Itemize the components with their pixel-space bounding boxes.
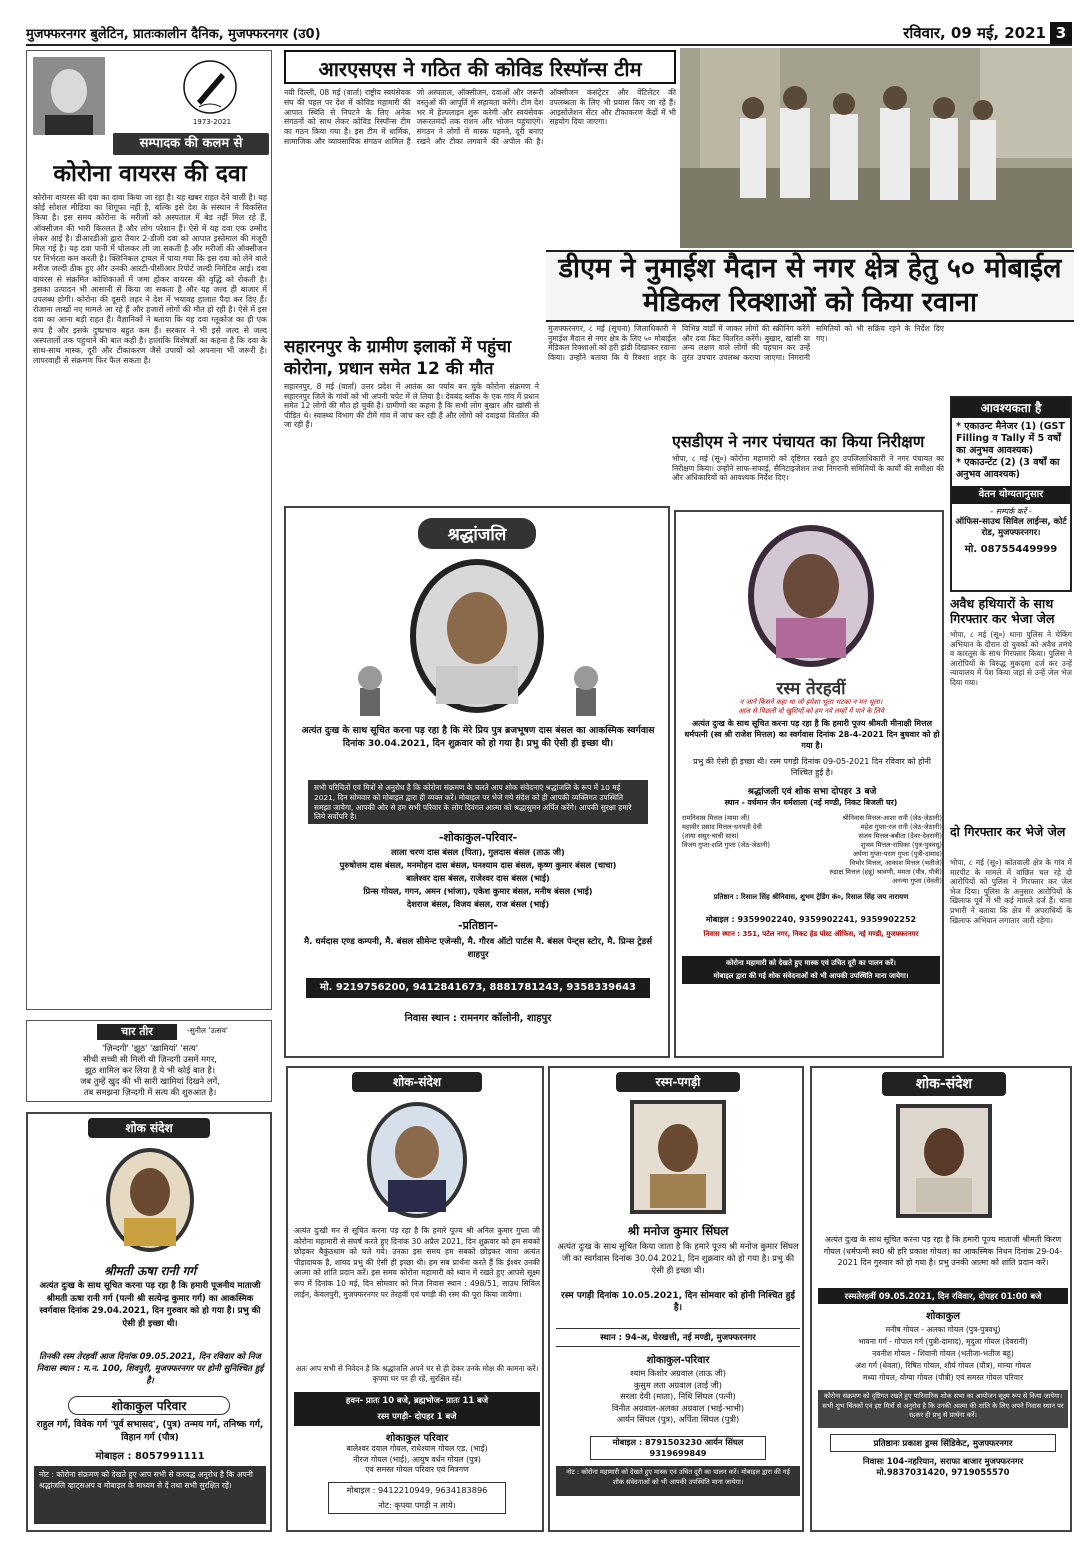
usha-family-title: शोकाकुल परिवार <box>68 1396 230 1415</box>
family-line: लाला चरण दास बंसल (पिता), गुलदास बंसल (ताऊ जी) <box>391 847 565 857</box>
anil-text: अत्यंत दुःखी मन से सूचित करना पड़ रहा है कि हमारे पूज्य श्री अनिल कुमार गुप्ता जी कोरोना महामारी से संघर्ष करते हुए दिनांक 30 अप्रैल 2021, दिन शुक्रवार को हम सबको छोड़कर बैकुंठधाम को चले गये। उनका इस समय हम सबको छोड़कर जाना अत्यंत पीड़ादायक है, शायद प्रभु की ऐसी ही इच्छा थी। हम सब प्रार्थना करते हैं कि ईश्वर उनकी आत्मा को शांति प्रदान करें। इस समय कोरोना महामारी को ध्यान में रखते हुए आपसे सूक्ष्म रूप में दिनांक 10 मई, दिन सोमवार को निज निवास स्थान : 498/51, साउथ सिविल लाईन, केवलपुरी, मुजफ्फरनगर पर तेरहवीं एवं पगड़ी की रस्म की पूरा किया जायेगा। <box>294 1226 540 1299</box>
poem-lines <box>31 1043 269 1098</box>
poem-line: 'ज़िन्दगी' 'झूठ' 'ख़ामियां' 'सत्य' <box>101 1043 199 1053</box>
family-line: श्रीनिवास मित्तल-आशा रानी (जेठ-जेठानी) <box>842 814 942 822</box>
kiran-note: कोरोना संक्रमण को दृष्टिगत रखते हुए पारिवारिक शोक सभा का आयोजन सूक्ष्म रूप से किया जायेगा। सभी शुभ चिंतकों एवं इष्ट मित्रों से अनुरोध है कि उनकी आत्मा की शांति के लिए अपने निवास स्थान पर रहकर ही प्रभु से प्रार्थना करें। <box>818 1390 1068 1428</box>
poem-line: तब समझना ज़िन्दगी में सत्य की शुरुआत है। <box>83 1087 217 1097</box>
terahvi-note: कोरोना महामारी को देखते हुए मास्क एवं उचित दूरी का पालन करें। <box>726 959 896 967</box>
family-line: शुभम मित्तल-राधिका (पुत्र-पुत्रवधू) <box>860 841 942 849</box>
news-photo <box>680 48 1072 248</box>
sdm-headline: एसडीएम ने नगर पंचायत का किया निरीक्षण <box>672 432 925 451</box>
manoj-note: नोट : कोरोना महामारी को देखते हुए मास्क एवं उचित दूरी का पालन करें। मोबाइल द्वारा की गई शोक संवेदनाओं को भी आपकी उपस्थिति माना जायेगा। <box>556 1466 800 1496</box>
usha-text: अत्यंत दुःख के साथ सूचित करना पड़ रहा है कि हमारी पूजनीय माताजी श्रीमती ऊषा रानी गर्ग (पत्नी श्री सत्येन्द्र कुमार गर्ग) का आकस्मिक स्वर्गवास दिनांक 29.04.2021, दिन गुरुवार को हो गया है। प्रभु की ऐसी ही इच्छा थी। <box>39 1281 261 1329</box>
kiran-family <box>816 1324 1070 1384</box>
family-line: अंश गर्ग (धेवता), रिषित गोयल, शौर्य गोयल (पौत्र), मान्या गोयल <box>855 1361 1031 1370</box>
terahvi-notes <box>682 956 940 984</box>
family-line: प्रिन्स गोयल, गगन, अमन (भांजा), एकेश कुमार बंसल, मनीष बंसल (भाई) <box>363 886 593 896</box>
deceased-portrait-icon <box>396 556 558 716</box>
flower-vase-icon <box>562 658 610 718</box>
family-line: आर्यन सिंघल (पुत्र), अर्पिता सिंघल (पुत्री) <box>616 1414 740 1425</box>
family-line: देशराज बंसल, विजय बंसल, राज बंसल (भाई) <box>406 899 550 909</box>
manoj-family <box>556 1368 800 1426</box>
shraddhanjali-ad <box>284 506 670 1058</box>
family-line: विभोर मित्तल, आकाश मित्तल (भतीजे) <box>849 859 942 867</box>
terahvi-portrait-icon <box>736 520 886 670</box>
shraddhanjali-appeal: सभी परिचितों एवं मित्रों से अनुरोध है कि कोरोना संक्रमण के चलते आप शोक संवेदनाएं श्रद्धांजलि के रूप में 10 मई 2021, दिन सोमवार को मोबाइल द्वारा ही व्यक्त करें। मोबाइल पर भेजे गये संदेश को ही आपकी व्यक्तिगत उपस्थिति समझा जायेगा, आपकी ओर से हम सभी परिवार के लोग दिवंगत आत्मा को श्रद्धासुमन अर्पित करेंगे। आपकी सुरक्षा हमारे लिये सर्वोपरि है। <box>308 780 648 824</box>
anil-contact <box>328 1482 506 1514</box>
family-line: महावीर प्रसाद मित्तल-धनपती देवी <box>682 823 762 831</box>
flower-vase-icon <box>346 658 394 718</box>
family-line: विजय गुप्ता-शशि गुप्ता (जेठ-जेठानी) <box>682 841 770 849</box>
usha-name: श्रीमती ऊषा रानी गर्ग <box>103 1264 197 1278</box>
terahvi-venue: स्थान - वर्धमान जैन धर्मशाला (नई मण्डी, निकट बिजली घर) <box>724 798 898 807</box>
manoj-name: श्री मनोज कुमार सिंघल <box>627 1224 729 1238</box>
terahvi-note: मोबाइल द्वारा की गई शोक संवेदनाओं को भी आपकी उपस्थिति माना जायेगा। <box>713 972 909 980</box>
usha-title: शोक संदेश <box>88 1118 210 1138</box>
vacancy-ad <box>950 396 1072 592</box>
vacancy-items <box>952 418 1070 484</box>
newspaper-title: मुजफ्फरनगर बुलेटिन, प्रातःकालीन दैनिक, मुजफ्फरनगर (उ0) <box>26 27 321 42</box>
family-line: अर्पणा गुप्ता-पराग गुप्ता (पुत्री-दामाद) <box>852 850 942 858</box>
anil-family-title: शोकाकुल परिवार <box>385 1433 449 1444</box>
usha-condolence-ad <box>26 1112 272 1532</box>
arrest-headline: दो गिरफ्तार कर भेजे जेल <box>950 824 1066 839</box>
terahvi-text2: प्रभु की ऐसी ही इच्छा थी। रस्म पगड़ी दिनांक 09-05-2021 दिन रविवार को होनी निश्चित हुई है। <box>693 757 931 777</box>
quote-line: आज से पिछली वो खुशियों को हम नये लम्हों में पाने के लिये <box>738 707 884 715</box>
anil-mobile: मोबाइल : 9412210949, 9634183896 <box>346 1485 488 1495</box>
manoj-text2: रस्म पगड़ी दिनांक 10.05.2021, दिन सोमवार को होनी निश्चित हुई है। <box>561 1291 795 1313</box>
usha-portrait-icon <box>102 1144 198 1254</box>
kiran-family-title: शोकाकुल <box>925 1311 961 1322</box>
terahvi-residence: निवास स्थान : 351, पटेल नगर, निकट हेड पोस्ट ऑफिस, नई मण्डी, मुजफ्फरनगर <box>703 930 919 938</box>
shraddhanjali-text: अत्यंत दुःख के साथ सूचित करना पड़ रहा है कि मेरे प्रिय पुत्र ब्रजभूषण दास बंसल का आकस्मिक स्वर्गवास दिनांक 30.04.2021, दिन शुक्रवार को हो गया है। प्रभु की ऐसी ही इच्छा थी। <box>301 725 655 749</box>
family-line: रुद्राक्ष मित्तल (हन्नू) श्रावणी, ममता (पौत्र, पौत्री) <box>829 868 942 876</box>
terahvi-title: रस्म तेरहवीं <box>776 679 846 699</box>
shraddhanjali-family <box>294 846 662 911</box>
family-line: नीरज गोयल (भाई), आयुष वर्धन गोयल (पुत्र) <box>353 1454 481 1464</box>
saharanpur-body: सहारनपुर, 8 मई (वार्ता) उत्तर प्रदेश में आतंक का पर्याय बन चुके कोरोना संक्रमण ने सहारनपुर जिले के गांवों को भी अपनी चपेट में ले लिया है। देवबंद ब्लॉक के एक गांव में प्रधान समेत 12 लोगों की मौत हो चुकी है। ग्रामीणों का कहना है कि सभी लोग बुखार और खांसी से पीड़ित थे। स्वास्थ्य विभाग की टीमें गांव में जांच कर रही हैं और लोगों को दवाइयां वितरित की जा रही हैं। <box>284 382 539 430</box>
kiran-rasm: रस्मतेरहवीं 09.05.2021, दिन रविवार, दोपहर 01:00 बजे <box>818 1288 1068 1304</box>
editorial-body: कोरोना वायरस की दवा का दावा किया जा रहा है। यह खबर राहत देने वाली है। यह कोई सोशल मीडिया का शिगूफा नहीं है, बल्कि इसे देश के संस्थान ने विकसित किया है। इस समय कोरोना के मरीजों को अस्पताल में बेड नहीं मिल रहे हैं, ऑक्सीजन की भारी किल्लत है और लोग परेशान हैं। ऐसे में यह दवा एक उम्मीद लेकर आई है। डीआरडीओ द्वारा तैयार 2-डीजी दवा को आपात इस्तेमाल की मंजूरी मिल गई है। यह दवा पानी में घोलकर ली जा सकती है और मरीजों की ऑक्सीजन पर निर्भरता कम करती है। क्लिनिकल ट्रायल में पाया गया कि इस दवा को लेने वाले मरीज जल्दी ठीक हुए और उनकी आरटी-पीसीआर रिपोर्ट जल्दी निगेटिव आई। दवा वायरस से संक्रमित कोशिकाओं में जमा होकर वायरस की वृद्धि को रोकती है। इसका उत्पादन भी आसानी से किया जा सकता है और यह जल्द ही बाजार में उपलब्ध होगी। कोरोना की दूसरी लहर ने देश में भयावह हालात पैदा कर दिए हैं। रोजाना लाखों नए मामले आ रहे हैं और हजारों लोगों की मौत हो रही है। ऐसे में इस दवा का आना बड़ी राहत है। वैज्ञानिकों ने बताया कि यह दवा ग्लूकोज का ही एक रूप है और इसके दुष्प्रभाव बहुत कम हैं। सरकार ने भी इसे जल्द से जल्द अस्पतालों तक पहुंचाने की बात कही है। हालांकि विशेषज्ञों का कहना है कि दवा के साथ-साथ मास्क, दूरी और टीकाकरण जैसे उपायों को अपनाना भी जरूरी है। लापरवाही से संक्रमण फिर फैल सकता है। <box>33 193 267 366</box>
anil-portrait-icon <box>362 1098 472 1222</box>
kiran-portrait-icon <box>894 1102 994 1220</box>
terahvi-mobile: मोबाइल : 9359902240, 9359902241, 9359902252 <box>705 915 917 924</box>
usha-photo-frame <box>102 1144 198 1254</box>
quote-line: न जाने किसने कहा था जो हमेशा भूला भटका न मन भूला। <box>739 698 883 706</box>
sdm-body: भोपा, ८ मई (सू०) कोरोना महामारी को दृष्टिगत रखते हुए उपजिलाधिकारी ने नगर पंचायत का निरीक्षण किया। उन्होंने साफ-सफाई, सैनिटाइजेशन तथा निगरानी समितियों के कार्यों की समीक्षा की और अधिकारियों को आवश्यक निर्देश दिए। <box>672 454 944 483</box>
anil-condolence-ad <box>286 1066 544 1532</box>
vacancy-salary: वेतन योग्यतानुसार <box>952 486 1070 504</box>
family-line: मध्या गोयल, योग्या गोयल (पौत्री) एवं समस्त गोयल परिवार <box>862 1373 1024 1382</box>
kiran-condolence-ad <box>810 1066 1072 1532</box>
vacancy-item: * एकाउन्ट मैनेजर (1) (GST Filling व Tally में 5 वर्षों का अनुभव आवश्यक) <box>956 421 1065 456</box>
arms-headline: अवैध हथियारों के साथ गिरफ्तार कर भेजा जेल <box>950 596 1055 626</box>
kiran-photo-frame <box>894 1102 994 1220</box>
kiran-phone: मो.9837031420, 9719055570 <box>876 1467 1010 1477</box>
manoj-family-title: शोकाकुल-परिवार <box>646 1355 710 1366</box>
anil-pagdi: रस्म पगड़ी- दोपहर 1 बजे <box>377 1411 457 1421</box>
family-line: रामनिवास मित्तल (मामा जी) <box>682 814 750 822</box>
usha-family: राहुल गर्ग, विवेक गर्ग 'पूर्व सभासद', (पुत्र) तन्मय गर्ग, तनिष्क गर्ग, विहान गर्ग (पौत्र) <box>36 1419 264 1443</box>
shraddhanjali-header <box>296 514 658 550</box>
saharanpur-headline: सहारनपुर के ग्रामीण इलाकों में पहुंचा कोरोना, प्रधान समेत 12 की मौत <box>284 337 512 379</box>
shraddhanjali-address: निवास स्थान : रामनगर कॉलोनी, शाहपुर <box>404 1013 552 1024</box>
terahvi-family-right <box>810 814 942 886</box>
terahvi-family-left <box>682 814 808 850</box>
vacancy-contact-label: - सम्पर्क करें - <box>990 507 1032 516</box>
shraddhanjali-firms: मै. धर्मदास एण्ड कम्पनी, मै. बंसल सीमेन्ट एजेन्सी, मै. गौरव ऑटो पार्टस मै. बंसल पेन्ट्स स्टोर, मै. प्रिन्स ट्रेडर्स शाहपुर <box>303 937 653 960</box>
officials-photo-icon <box>680 48 1072 248</box>
family-line: नवनीश गोयल - शिवानी गोयल (भतीजा-भतीज बहू) <box>872 1349 1014 1358</box>
shraddhanjali-title: श्रद्धांजलि <box>418 518 537 549</box>
vacancy-item: * एकाउन्टेंट (2) (3 वर्षों का अनुभव आवश्यक) <box>956 457 1060 480</box>
arrest-body: भोपा, ८ मई (सू०) कोतवाली क्षेत्र के गांव में मारपीट के मामले में वांछित चल रहे दो आरोपियों को पुलिस ने गिरफ्तार कर जेल भेज दिया। पुलिस के अनुसार आरोपियों के खिलाफ पूर्व में भी कई मामले दर्ज हैं। थाना प्रभारी ने बताया कि क्षेत्र में अपराधियों के खिलाफ अभियान लगातार जारी रहेगा। <box>950 858 1072 925</box>
poem-title: चार तीर <box>97 1024 177 1040</box>
shraddhanjali-phones: मो. 9219756200, 9412841673, 8881781243, 9358339643 <box>306 978 650 998</box>
vacancy-address: ऑफिस-साउथ सिविल लाईन्स, कोर्ट रोड, मुजफ्फरनगर। <box>955 517 1067 538</box>
family-line: संजय मित्तल-बबीता (देवर-देवरानी) <box>858 832 942 840</box>
family-line: अनन्या गुप्ता (धेवती) <box>892 877 942 885</box>
family-line: श्याम किशोर अग्रवाल (ताऊ जी) <box>630 1368 726 1378</box>
deceased-photo-frame <box>396 556 558 716</box>
family-line: महेश गुप्ता-रज रानी (जेठ-जेठानी) <box>860 823 942 831</box>
family-line: बालेश्वर दास बंसल, राजेश्वर दास बंसल (भाई) <box>406 873 550 883</box>
dm-headline: डीएम ने नुमाईश मैदान से नगर क्षेत्र हेतु ५० मोबाईल मेडिकल रिक्शाओं को किया रवाना <box>546 250 1074 322</box>
terahvi-ad <box>674 510 944 1058</box>
editor-portrait-icon <box>33 57 105 135</box>
dm-body: मुजफ्फरनगर, ८ मई (सूचना) जिलाधिकारी ने नुमाईश मैदान से नगर क्षेत्र के लिए ५० मोबाईल मेडिकल रिक्शाओं को हरी झंडी दिखाकर रवाना किया। उन्होंने बताया कि ये रिक्शा शहर के विभिन्न वार्डों में जाकर लोगों की स्क्रीनिंग करेंगे और दवा किट वितरित करेंगे। बुखार, खांसी या अन्य लक्षण वाले लोगों की पहचान कर उन्हें तुरंत उपचार उपलब्ध कराया जाएगा। निगरानी समितियों को भी सक्रिय रहने के निर्देश दिए गए। <box>548 324 944 362</box>
editorial-headline: कोरोना वायरस की दवा <box>53 161 247 187</box>
kiran-residence: निवासः 104-नहरियान, सराफा बाजार मुजफ्फरनगर <box>862 1456 1024 1466</box>
editorial-column <box>26 50 272 1010</box>
editor-years: 1973-2021 <box>192 118 232 126</box>
family-line: भावना गर्ग - गोपाल गर्ग (पुत्री-दामाद), मृदुला गोयल (देवरानी) <box>858 1337 1028 1346</box>
issue-date: रविवार, 09 मई, 2021 <box>903 24 1046 42</box>
manoj-mobile: मोबाइल : 8791503230 आर्यन सिंघल 9319699849 <box>590 1436 766 1460</box>
manoj-photo-frame <box>628 1098 728 1216</box>
anil-photo-frame <box>362 1098 472 1222</box>
anil-title: शोक-संदेश <box>352 1072 482 1092</box>
shraddhanjali-firms-title: -प्रतिष्ठान- <box>458 919 498 932</box>
poem-line: झूठ शामिल कर लिया है ये भी कोई बात है। <box>84 1065 216 1075</box>
editor-photo <box>33 57 105 135</box>
family-line: पुरुषोत्तम दास बंसल, मनमोहन दास बंसल, घनश्याम दास बंसल, कृष्ण कुमार बंसल (चाचा) <box>339 860 617 870</box>
kiran-title: शोक-संदेश <box>882 1072 1006 1096</box>
family-line: बालेश्वर दयाल गोयल, राधेश्याम गोयल एड. (भाई) <box>346 1444 488 1453</box>
family-line: सरला देवी (माता), निधि सिंघल (पत्नी) <box>620 1391 736 1402</box>
family-line: एवं समस्त गोयल परिवार एवं मित्रगण <box>365 1465 469 1474</box>
terahvi-meeting: श्रद्धांजली एवं शोक सभा दोपहर 3 बजे <box>747 787 877 797</box>
rss-body: नयी दिल्ली, 08 मई (वार्ता) राष्ट्रीय स्वयंसेवक संघ की पहल पर देश में कोविड महामारी की आपात स्थिति से निपटने के लिए अनेक संगठनों को साथ लेकर कोविड रिस्पॉन्स टीम का गठन किया गया है। इस टीम में धार्मिक, सामाजिक और व्यावसायिक संगठन शामिल हैं जो अस्पताल, ऑक्सीजन, दवाओं और जरूरी वस्तुओं की आपूर्ति में सहायता करेंगे। टीम देश भर में हेल्पलाइन शुरू करेगी और स्वयंसेवक जरूरतमंदों तक राशन और भोजन पहुंचाएंगे। संगठन ने लोगों से मास्क पहनने, दूरी बनाए रखने और टीका लगवाने की अपील की है। ऑक्सीजन कंसंट्रेटर और वेंटिलेटर की उपलब्धता के लिए भी प्रयास किए जा रहे हैं। आइसोलेशन सेंटर और टीकाकरण केंद्रों में भी सहयोग दिया जाएगा। <box>284 88 676 146</box>
anil-note: नोट: कृपया पगड़ी न लाये। <box>378 1500 456 1510</box>
anil-schedule <box>294 1392 540 1426</box>
anil-family <box>294 1444 540 1476</box>
family-line: (ताया ससुर-चाची सास) <box>682 832 739 840</box>
terahvi-quote <box>682 698 940 716</box>
manoj-pagdi-ad <box>548 1066 804 1532</box>
manoj-text: अत्यंत दुःख के साथ सूचित किया जाता है कि हमारे पूज्य श्री मनोज कुमार सिंघल जी का स्वर्गवास दिनांक 30.04.2021, दिन शुक्रवार को हो गया है। प्रभु की ऐसी ही इच्छा थी। <box>557 1241 799 1275</box>
usha-text2: तिनकी रस्म तेरहवीं आज दिनांक 09.05.2021, दिन रविवार को निज निवास स्थान : म.न. 100, शिवपुरी, मुजफ्फरनगर पर होनी सुनिश्चित हुई है। <box>36 1351 264 1385</box>
usha-mobile: मोबाइल : 8057991111 <box>95 1451 205 1462</box>
page-number: 3 <box>1050 22 1072 44</box>
masthead <box>26 22 1072 46</box>
section-banner: सम्पादक की कलम से <box>113 133 269 155</box>
manoj-title: रस्म-पगड़ी <box>616 1072 740 1092</box>
anil-text2: अतः आप सभी से निवेदन है कि श्रद्धांजलि अपने घर से ही देकर उनके मोक्ष की कामना करें। कृपया घर पर ही रहें, सुरक्षित रहें। <box>295 1364 539 1383</box>
kiran-address <box>818 1456 1068 1478</box>
manoj-venue: स्थान : 94-अ, घेरखत्ती, नई मण्डी, मुजफ्फरनगर <box>556 1328 800 1347</box>
usha-note: नोट : कोरोना संक्रमण को देखते हुए आप सभी से करबद्ध अनुरोध है कि अपनी श्रद्धांजलि व्हाट्सअप व मोबाइल के माध्यम से दें तथा सभी सुरक्षित रहें। <box>34 1466 266 1524</box>
family-line: मनीष गोयल - अलका गोयल (पुत्र-पुत्रवधू) <box>885 1325 1001 1334</box>
terahvi-photo-frame <box>736 520 886 670</box>
poem-box <box>26 1020 272 1102</box>
shraddhanjali-family-title: -शोकाकुल-परिवार- <box>438 831 518 844</box>
arms-body: भोपा, ८ मई (सू०) थाना पुलिस ने चेकिंग अभियान के दौरान दो युवकों को अवैध तमंचे व कारतूस के साथ गिरफ्तार किया। पुलिस ने आरोपियों के विरुद्ध मुकदमा दर्ज कर उन्हें न्यायालय में पेश किया जहां से उन्हें जेल भेज दिया गया। <box>950 630 1072 687</box>
vacancy-phone: मो. 08755449999 <box>964 544 1058 555</box>
terahvi-text: अत्यंत दुःख के साथ सूचित करना पड़ रहा है कि हमारी पूज्य श्रीमती मीनाक्षी मित्तल धर्मपत्नी (स्व श्री राजेश मित्तल) का स्वर्गवास दिनांक 28-4-2021 दिन बुधवार को हो गया है। <box>684 719 940 750</box>
vacancy-title: आवश्यकता है <box>952 398 1070 418</box>
anil-havan: हवन- प्रातः 10 बजे, ब्रह्मभोज- प्रातः 11 बजे <box>345 1395 489 1405</box>
kiran-text: अत्यंत दुःख के साथ सूचित करना पड़ रहा है कि हमारी पूज्य माताजी श्रीमती किरण गोयल (धर्मपत्नी स्व0 श्री हरि प्रकाश गोयल) का आकस्मिक निधन दिनांक 29-04-2021 दिन गुरुवार को हो गया है। प्रभु उनकी आत्मा को शांति प्रदान करें। <box>823 1235 1063 1267</box>
family-line: कुसुम लता अग्रवाल (ताई जी) <box>634 1379 722 1390</box>
poem-line: सीधी सच्ची सी मिली थी ज़िन्दगी उसमें मगर, <box>83 1054 217 1064</box>
rss-headline: आरएसएस ने गठित की कोविड रिस्पॉन्स टीम <box>284 50 676 84</box>
kiran-firm: प्रतिष्ठानः प्रकाश ड्रग्स सिंडिकेट, मुजफ्फरनगर <box>830 1434 1056 1452</box>
pen-logo-icon <box>177 57 247 123</box>
terahvi-firm: प्रतिष्ठान : रिसाल सिंह श्रीनिवास, शुभम ट्रेडिंग कं०, रिसाल सिंह जय नारायण <box>713 893 909 901</box>
poem-line: जब तुम्हें खुद की भी सारी खामियां दिखने लगें, <box>80 1076 220 1086</box>
poem-author: -सुनील 'उत्सव' <box>187 1026 228 1035</box>
family-line: विनीत अग्रवाल-अलका अग्रवाल (भाई-भाभी) <box>611 1402 745 1413</box>
manoj-portrait-icon <box>628 1098 728 1216</box>
